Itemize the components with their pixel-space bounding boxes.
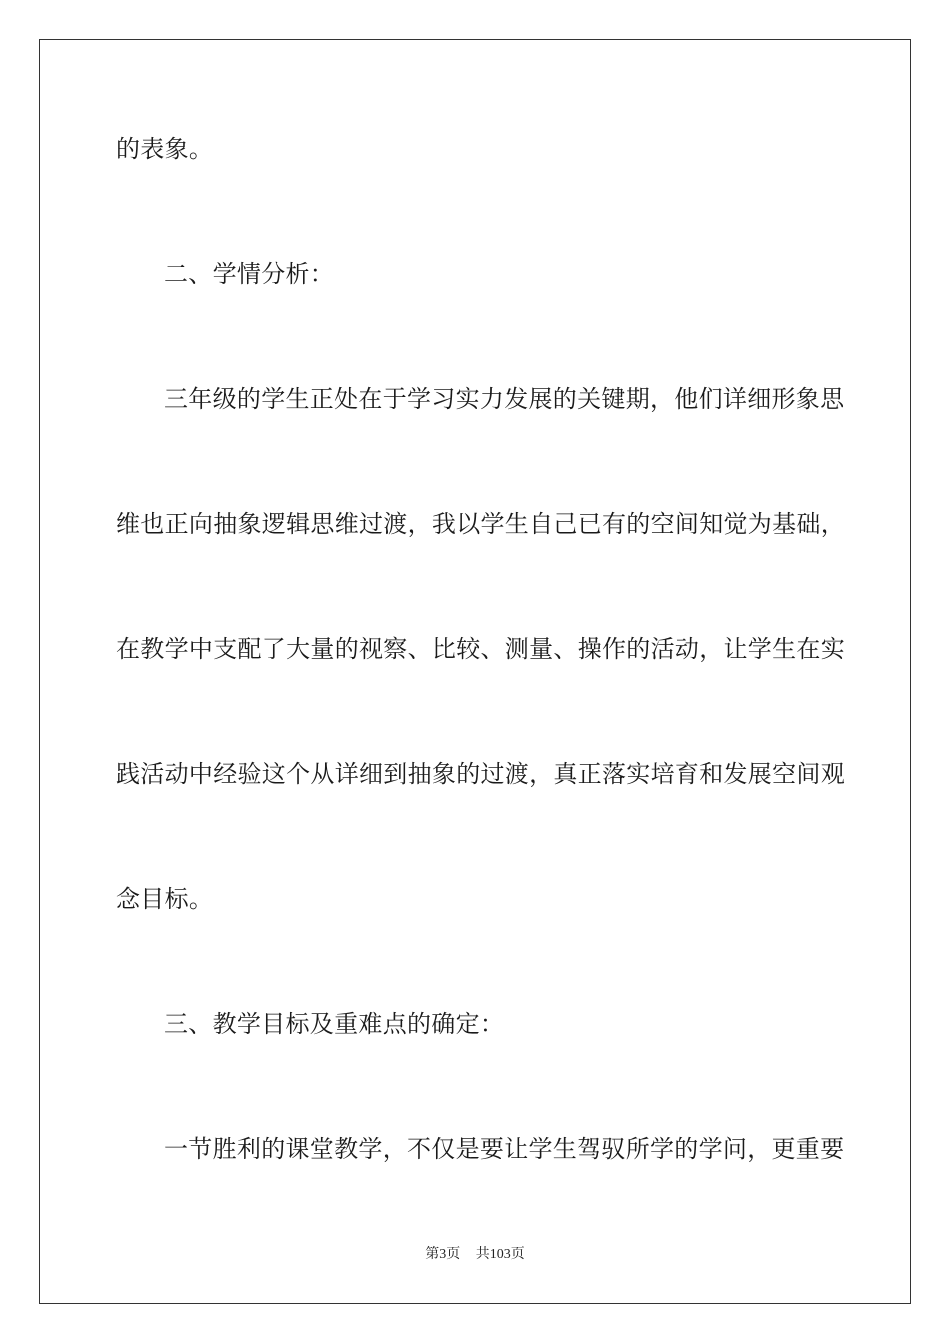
text-line-7: 念目标。 — [116, 885, 214, 913]
text-line-6: 践活动中经验这个从详细到抽象的过渡，真正落实培育和发展空间观 — [116, 760, 845, 788]
section-heading-2: 二、学情分析： — [164, 260, 335, 288]
text-line-5: 在教学中支配了大量的视察、比较、测量、操作的活动，让学生在实 — [116, 635, 845, 663]
page-number-total: 共103页 — [475, 1247, 525, 1262]
text-line-9: 一节胜利的课堂教学，不仅是要让学生驾驭所学的学问，更重要 — [164, 1135, 845, 1163]
text-line-1: 的表象。 — [116, 135, 214, 163]
page-footer — [0, 1246, 950, 1264]
page-number-current: 第3页 — [425, 1247, 461, 1262]
text-line-4: 维也正向抽象逻辑思维过渡，我以学生自己已有的空间知觉为基础， — [116, 510, 845, 538]
section-heading-3: 三、教学目标及重难点的确定： — [164, 1010, 505, 1038]
text-line-3: 三年级的学生正处在于学习实力发展的关键期，他们详细形象思 — [164, 385, 845, 413]
page-frame — [39, 39, 911, 1304]
